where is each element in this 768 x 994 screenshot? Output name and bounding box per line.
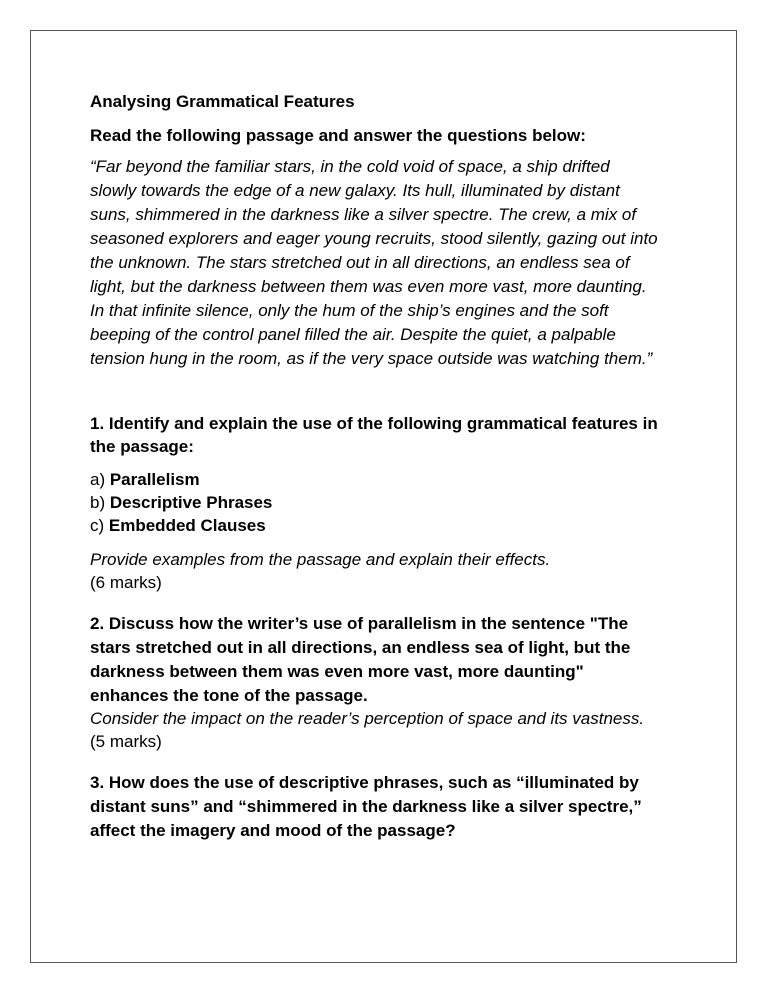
list-item xyxy=(90,493,272,513)
question-text: 3. How does the use of descriptive phrases, such as “illuminated by xyxy=(90,773,639,792)
passage-line: light, but the darkness between them was even more vast, more daunting. xyxy=(90,277,647,296)
passage-line: the unknown. The stars stretched out in all directions, an endless sea of xyxy=(90,253,630,272)
item-label: Embedded Clauses xyxy=(108,516,266,535)
question-text: darkness between them was even more vast, more daunting" xyxy=(90,662,584,681)
question-text: distant suns” and “shimmered in the darkness like a silver spectre,” xyxy=(90,797,642,816)
passage-line: beeping of the control panel filled the air. Despite the quiet, a palpable xyxy=(90,325,616,344)
item-label: Parallelism xyxy=(109,470,200,489)
item-prefix: b) xyxy=(90,493,110,512)
question-marks: (5 marks) xyxy=(90,732,162,751)
passage-line: “Far beyond the familiar stars, in the cold void of space, a ship drifted xyxy=(90,157,610,176)
document-title: Analysing Grammatical Features xyxy=(90,92,355,111)
passage-line: slowly towards the edge of a new galaxy. Its hull, illuminated by distant xyxy=(90,181,620,200)
list-item xyxy=(90,516,266,536)
item-prefix: c) xyxy=(90,516,109,535)
question-text: enhances the tone of the passage. xyxy=(90,686,368,705)
question-text: stars stretched out in all directions, an endless sea of light, but the xyxy=(90,638,631,657)
passage-line: seasoned explorers and eager young recruits, stood silently, gazing out into xyxy=(90,229,658,248)
question-text: affect the imagery and mood of the passage? xyxy=(90,821,456,840)
passage-line: In that infinite silence, only the hum of the ship’s engines and the soft xyxy=(90,301,609,320)
question-text: 1. Identify and explain the use of the following grammatical features in xyxy=(90,414,658,433)
question-note: Provide examples from the passage and explain their effects. xyxy=(90,550,551,569)
question-note: Consider the impact on the reader’s perception of space and its vastness. xyxy=(90,709,645,728)
passage-line: tension hung in the room, as if the very space outside was watching them.” xyxy=(90,349,653,368)
question-text: 2. Discuss how the writer’s use of parallelism in the sentence "The xyxy=(90,614,629,633)
list-item xyxy=(90,470,200,490)
instruction: Read the following passage and answer the questions below: xyxy=(90,126,586,145)
passage-line: suns, shimmered in the darkness like a silver spectre. The crew, a mix of xyxy=(90,205,637,224)
item-label: Descriptive Phrases xyxy=(109,493,273,512)
question-text: the passage: xyxy=(90,437,194,456)
question-marks: (6 marks) xyxy=(90,573,162,592)
item-prefix: a) xyxy=(90,470,110,489)
